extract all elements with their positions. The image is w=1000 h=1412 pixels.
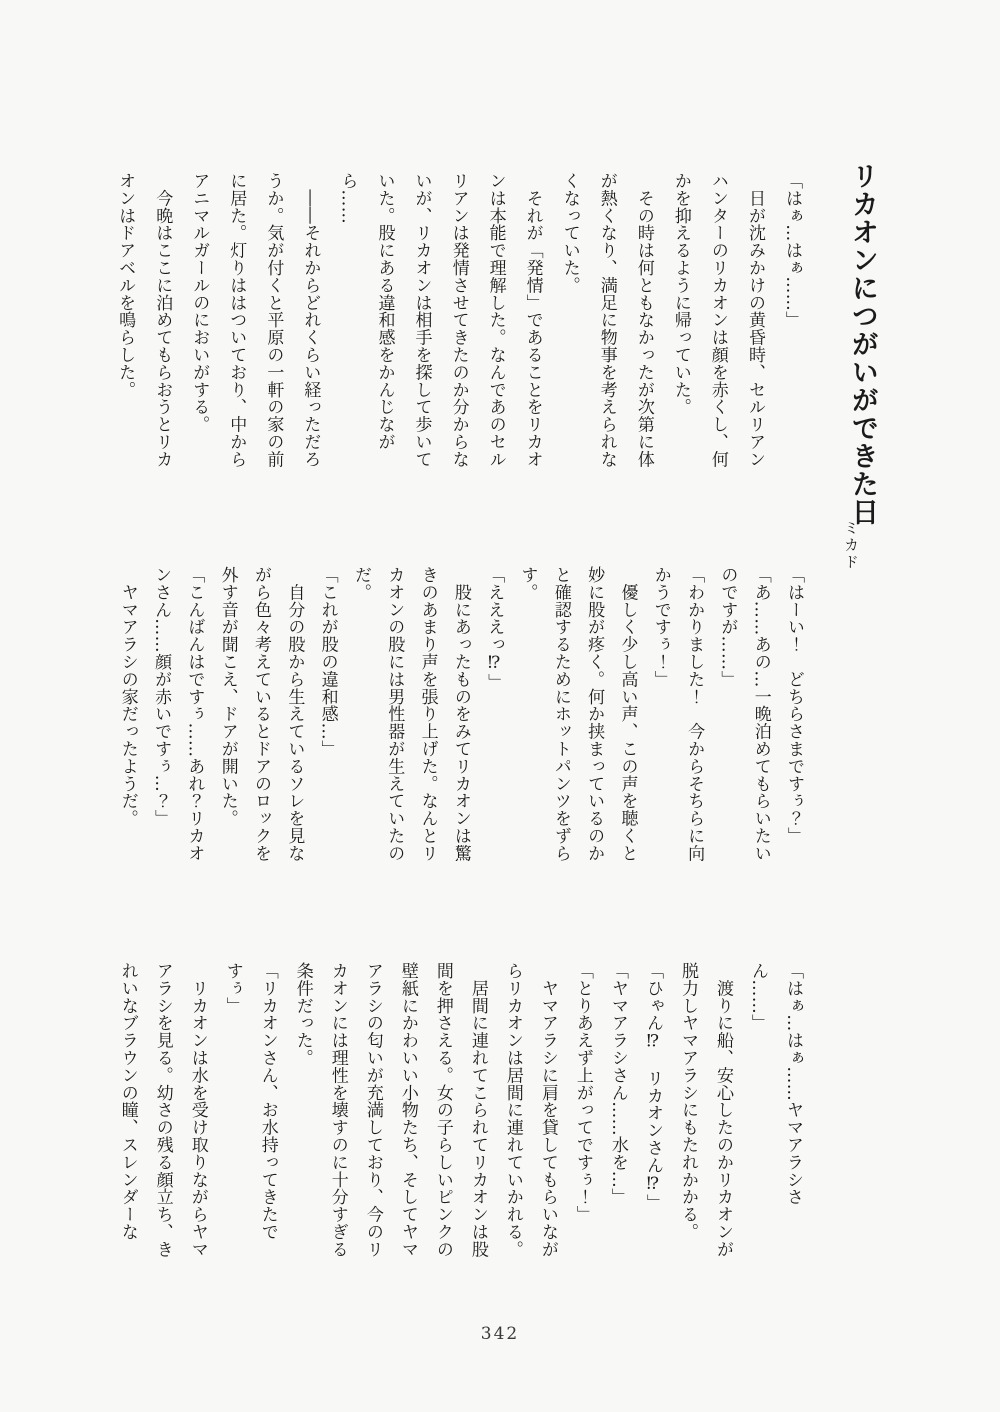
paragraph: 「えええっ⁉」 <box>484 566 505 691</box>
paragraph: 「はーい！ どちらさまですぅ？」 <box>784 566 804 845</box>
paragraph: その時は何ともなかったが次第に体が熱くなり、満足に物事を考えられなくなっていた。 <box>559 172 654 468</box>
page-number: 342 <box>480 1324 520 1344</box>
paragraph: リカオンは水を受け取りながらヤマアラシを見る。幼さの残る顔立ち、きれいなブラウンの瞳、スレンダーな <box>117 962 208 1258</box>
paragraph: ヤマアラシに肩を貸してもらいながらリカオンは居間に連れていかれる。 <box>502 962 558 1258</box>
paragraph: 優しく少し高い声、この声を聴くと妙に股が疼く。何か挟まっているのかと確認するためにホットパンツをずらす。 <box>517 566 638 862</box>
paragraph: 居間に連れてこられてリカオンは股間を押さえる。女の子らしいピンクの壁紙にかわいい小物たち、そしてヤマアラシの匂いが充満しており、今のリカオンには理性を壊すのに十分すぎる条件だった。 <box>292 962 488 1258</box>
text-section-2 <box>110 566 810 864</box>
paragraph: 「はぁ…はぁ……」 <box>782 172 802 329</box>
paragraph: 「あ……あの…一晩泊めてもらいたいのですが……」 <box>717 566 771 862</box>
paragraph: ヤマアラシの家だったようだ。 <box>117 566 138 827</box>
paragraph: 「リカオンさん、お水持ってきたですぅ」 <box>222 962 278 1241</box>
paragraph: それが「発情」であることをリカオンは本能で理解した。なんであのセルリアンは発情させてきたのか分からないが、リカオンは相手を探して歩いていた。股にある違和感をかんじながら…… <box>337 172 543 468</box>
paragraph: 股にあったものをみてリカオンは驚きのあまり声を張り上げた。なんとリカオンの股には男性器が生えていたのだ。 <box>350 566 471 862</box>
paragraph: ――それからどれくらい経っただろうか。気が付くと平原の一軒の家の前に居た。灯りははついており、中からアニマルガールのにおいがする。 <box>189 172 321 468</box>
paragraph: 自分の股から生えているソレを見ながら色々考えているとドアのロックを外す音が聞こえ、ドアが開いた。 <box>217 566 305 862</box>
paragraph: 日が沈みかけの黄昏時、セルリアンハンターのリカオンは顔を赤くし、何かを抑えるように帰っていた。 <box>670 172 765 468</box>
paragraph: 「とりあえず上がってですぅ！」 <box>572 962 593 1223</box>
paragraph: 「わかりました！ 今からそちらに向かうですぅ！」 <box>650 566 705 862</box>
paragraph: 「ヤマアラシさん……水を…」 <box>607 962 628 1206</box>
paragraph: 「これが股の違和感…」 <box>317 566 338 758</box>
page-title: リカオンにつがいができた日 <box>846 162 878 526</box>
paragraph: 「ひゃん⁉ リカオンさん⁉」 <box>642 962 663 1212</box>
paragraph: 「はぁ…はぁ……ヤマアラシさん……」 <box>747 962 803 1206</box>
paragraph: 「こんばんはですぅ……あれ？リカオンさん……顔が赤いですぅ…？」 <box>151 566 205 862</box>
paragraph: 渡りに船、安心したのかリカオンが脱力しヤマアラシにもたれかかる。 <box>677 962 733 1258</box>
text-section-1 <box>106 172 810 470</box>
paragraph: 今晩はここに泊めてもらおうとリカオンはドアベルを鳴らした。 <box>115 172 173 468</box>
story-author: ミカド <box>842 520 860 571</box>
text-section-3 <box>110 962 810 1260</box>
